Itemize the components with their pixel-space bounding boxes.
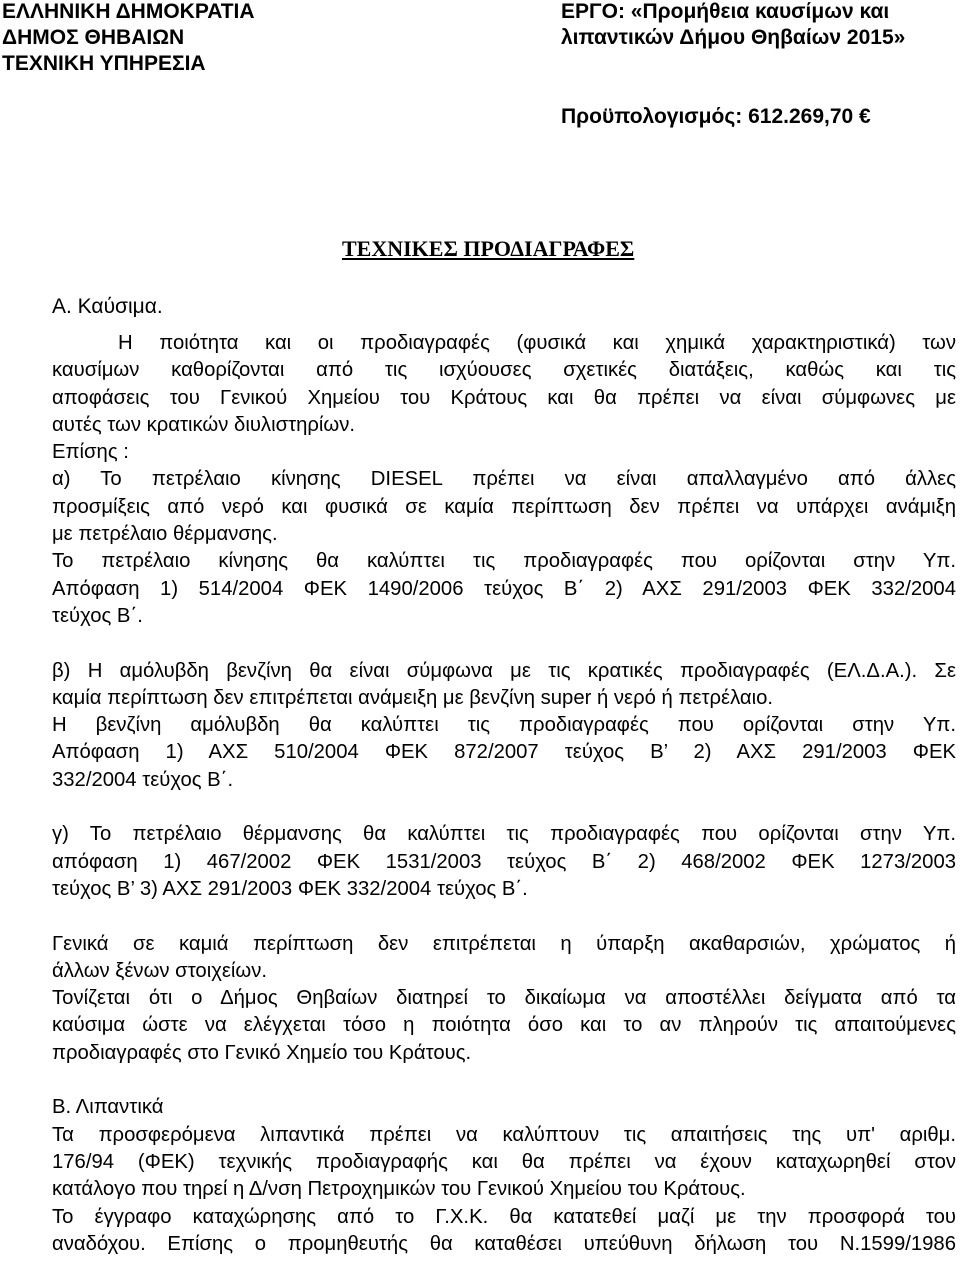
text-line: καύσιμα ώστε να ελέγχεται τόσο η ποιότητα όσο και το αν πληρούν τις απαιτούμενες [52, 1014, 956, 1037]
text-line: τεύχος Β΄. [52, 604, 143, 627]
text-line: Η βενζίνη αμόλυβδη θα καλύπτει τις προδιαγραφές που ορίζονται στην Υπ. [52, 714, 956, 737]
text-line: κατάλογο που τηρεί η Δ/νση Πετροχημικών του Γενικού Χημείου του Κράτους. [52, 1178, 746, 1201]
text-line: προδιαγραφές στο Γενικό Χημείο του Κράτους. [52, 1041, 472, 1064]
section-a-body [52, 330, 956, 1258]
text-line: Γενικά σε καμιά περίπτωση δεν επιτρέπεται η ύπαρξη ακαθαρσιών, χρώματος ή [52, 932, 956, 955]
text-line: αναδόχου. Επίσης ο προμηθευτής θα καταθέσει υπεύθυνη δήλωση του Ν.1599/1986 [52, 1232, 956, 1255]
spacer [52, 794, 956, 821]
issuer-block [2, 0, 255, 77]
text-line: τεύχος Β’ 3) ΑΧΣ 291/2003 ΦΕΚ 332/2004 τεύχος Β΄. [52, 877, 528, 900]
text-line: άλλων ξένων στοιχείων. [52, 959, 268, 982]
text-line: Απόφαση 1) 514/2004 ΦΕΚ 1490/2006 τεύχος Β΄ 2) ΑΧΣ 291/2003 ΦΕΚ 332/2004 [52, 577, 956, 600]
text-line: Τονίζεται ότι ο Δήμος Θηβαίων διατηρεί το δικαίωμα να αποστέλλει δείγματα από τα [52, 987, 956, 1010]
text-line: με πετρέλαιο θέρμανσης. [52, 523, 278, 546]
text-line: αποφάσεις του Γενικού Χημείου του Κράτους και θα πρέπει να είναι σύμφωνες με [52, 386, 956, 409]
text-line: απόφαση 1) 467/2002 ΦΕΚ 1531/2003 τεύχος Β΄ 2) 468/2002 ΦΕΚ 1273/2003 [52, 850, 956, 873]
text-line: καμία περίπτωση δεν επιτρέπεται ανάμειξη με βενζίνη super ή νερό ή πετρέλαιο. [52, 686, 774, 709]
project-block [561, 0, 905, 51]
text-line: προσμίξεις από νερό και φυσικά σε καμία περίπτωση δεν πρέπει να υπάρχει ανάμιξη [52, 495, 956, 518]
document-title: ΤΕΧΝΙΚΕΣ ΠΡΟΔΙΑΓΡΑΦΕΣ [342, 236, 635, 261]
text-line: Απόφαση 1) ΑΧΣ 510/2004 ΦΕΚ 872/2007 τεύχος Β’ 2) ΑΧΣ 291/2003 ΦΕΚ [52, 741, 956, 764]
text-line: 176/94 (ΦΕΚ) τεχνικής προδιαγραφής και θα πρέπει να έχουν καταχωρηθεί στον [52, 1150, 956, 1173]
text-line: Τα προσφερόμενα λιπαντικά πρέπει να καλύπτουν τις απαιτήσεις της υπ' αριθμ. [52, 1123, 956, 1146]
spacer [52, 1067, 956, 1094]
text-line: Το πετρέλαιο κίνησης θα καλύπτει τις προδιαγραφές που ορίζονται στην Υπ. [52, 550, 956, 573]
text-line: καυσίμων καθορίζονται από τις ισχύουσες σχετικές διατάξεις, καθώς και τις [52, 359, 956, 382]
text-line: γ) Το πετρέλαιο θέρμανσης θα καλύπτει τις προδιαγραφές που ορίζονται στην Υπ. [52, 823, 956, 846]
text-line: α) Το πετρέλαιο κίνησης DIESEL πρέπει να είναι απαλλαγμένο από άλλες [52, 468, 956, 491]
text-line: 332/2004 τεύχος Β΄. [52, 768, 234, 791]
issuer-line: ΤΕΧΝΙΚΗ ΥΠΗΡΕΣΙΑ [2, 52, 206, 75]
spacer [52, 903, 956, 930]
text-line: Η ποιότητα και οι προδιαγραφές (φυσικά και χημικά χαρακτηριστικά) των [118, 332, 956, 354]
text-line: αυτές των κρατικών διυλιστηρίων. [52, 413, 356, 436]
issuer-line: ΕΛΛΗΝΙΚΗ ΔΗΜΟΚΡΑΤΙΑ [2, 0, 255, 23]
project-line: ΕΡΓΟ: «Προμήθεια καυσίμων και [561, 0, 890, 23]
section-b-heading: Β. Λιπαντικά [52, 1096, 164, 1119]
text-line: Το έγγραφο καταχώρησης από το Γ.Χ.Κ. θα κατατεθεί μαζί με την προσφορά του [52, 1205, 956, 1228]
budget-amount: Προϋπολογισμός: 612.269,70 € [561, 105, 871, 128]
project-line: λιπαντικών Δήμου Θηβαίων 2015» [561, 26, 906, 49]
issuer-line: ΔΗΜΟΣ ΘΗΒΑΙΩΝ [2, 26, 185, 49]
text-line: Επίσης : [52, 441, 129, 464]
section-a-heading: Α. Καύσιμα. [52, 295, 163, 318]
text-line: β) Η αμόλυβδη βενζίνη θα είναι σύμφωνα με τις κρατικές προδιαγραφές (ΕΛ.Δ.Α.). Σε [52, 659, 956, 682]
spacer [52, 630, 956, 657]
